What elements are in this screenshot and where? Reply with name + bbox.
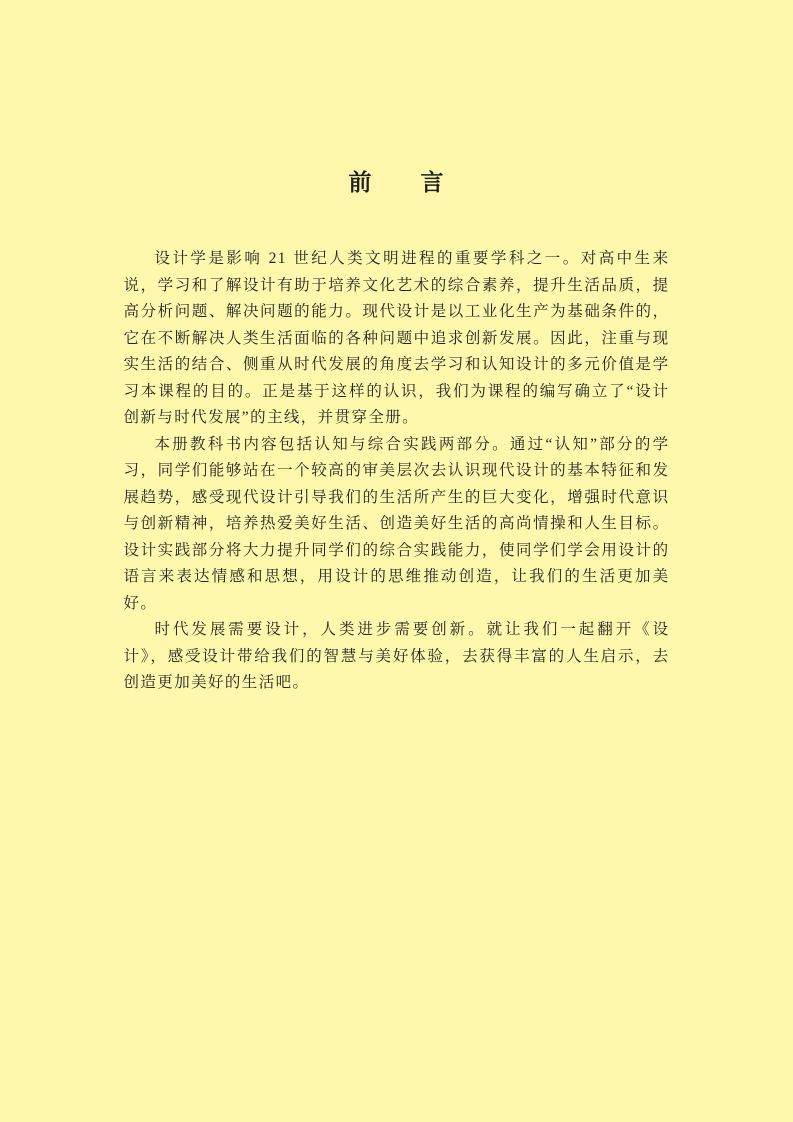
preface-paragraph-1: 设计学是影响 21 世纪人类文明进程的重要学科之一。对高中生来说，学习和了解设计有助于培养文化艺术的综合素养，提升生活品质，提高分析问题、解决问题的能力。现代设计是以工业化生产为基础条件的，它在不断解决人类生活面临的各种问题中追求创新发展。因此，注重与现实生活的结合、侧重从时代发展的角度去学习和认知设计的多元价值是学习本课程的目的。正是基于这样的认识，我们为课程的编写确立了“设计创新与时代发展”的主线，并贯穿全册。 (123, 250, 670, 426)
preface-paragraph-2: 本册教科书内容包括认知与综合实践两部分。通过“认知”部分的学习，同学们能够站在一个较高的审美层次去认识现代设计的基本特征和发展趋势，感受现代设计引导我们的生活所产生的巨大变化，增强时代意识与创新精神，培养热爱美好生活、创造美好生活的高尚情操和人生目标。设计实践部分将大力提升同学们的综合实践能力，使同学们学会用设计的语言来表达情感和思想，用设计的思维推动创造，让我们的生活更加美好。 (123, 435, 670, 612)
preface-body (124, 246, 670, 697)
preface-paragraph-3: 时代发展需要设计，人类进步需要创新。就让我们一起翻开《设计》，感受设计带给我们的智慧与美好体验，去获得丰富的人生启示，去创造更加美好的生活吧。 (123, 621, 670, 691)
page-title: 前 言 (348, 170, 445, 196)
